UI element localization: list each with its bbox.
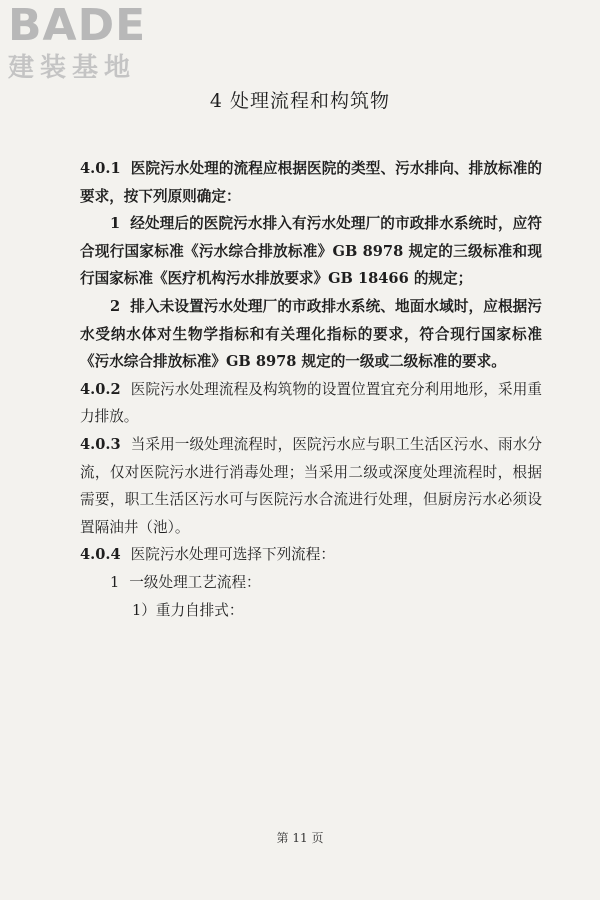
clause-4-0-1 (80, 155, 542, 210)
logo-subtitle: 建装基地 (8, 53, 137, 83)
clause-4-0-2 (80, 376, 542, 431)
clause-text: 医院污水处理可选择下列流程： (130, 546, 335, 564)
clause-4-0-1-item-1 (80, 210, 542, 293)
clause-4-0-4-subitem-1: 1）重力自排式： (132, 601, 244, 619)
clause-number: 4.0.3 (80, 435, 121, 453)
chapter-title: 4 处理流程和构筑物 (209, 90, 391, 112)
clause-4-0-4 (80, 541, 542, 569)
item-text: 排入未设置污水处理厂的市政排水系统、地面水域时，应根据污水受纳水体对生物学指标和有关理化指标的要求，符合现行国家标准《污水综合排放标准》GB 8978 规定的一级或二级标准的要求。 (80, 297, 542, 371)
page-number: 第 11 页 (276, 831, 324, 845)
item-text: 经处理后的医院污水排入有污水处理厂的市政排水系统时，应符合现行国家标准《污水综合排放标准》GB 8978 规定的三级标准和现行国家标准《医疗机构污水排放要求》GB 18466 的规定； (80, 215, 542, 288)
clause-text: 医院污水处理流程及构筑物的设置位置宜充分利用地形，采用重力排放。 (80, 380, 542, 426)
clause-4-0-4-item-1 (80, 569, 542, 597)
clause-number: 4.0.2 (80, 380, 121, 398)
clause-4-0-1-item-2 (80, 293, 542, 376)
bade-logo (8, 0, 183, 86)
clause-4-0-3 (80, 431, 542, 541)
item-number: 1 (110, 215, 121, 233)
clause-number: 4.0.1 (80, 160, 121, 177)
logo-wordmark: BADE (8, 0, 147, 51)
clause-text: 当采用一级处理流程时，医院污水应与职工生活区污水、雨水分流，仅对医院污水进行消毒处理；当采用二级或深度处理流程时，根据需要，职工生活区污水可与医院污水合流进行处理，但厨房污水必须设置隔油井（池）。 (80, 435, 542, 536)
item-number: 2 (110, 297, 121, 315)
page-body (80, 155, 542, 624)
clause-text: 医院污水处理的流程应根据医院的类型、污水排向、排放标准的要求，按下列原则确定： (80, 160, 542, 205)
clause-number: 4.0.4 (80, 546, 121, 564)
item-number: 1 (110, 573, 120, 591)
item-text: 一级处理工艺流程： (129, 573, 261, 591)
